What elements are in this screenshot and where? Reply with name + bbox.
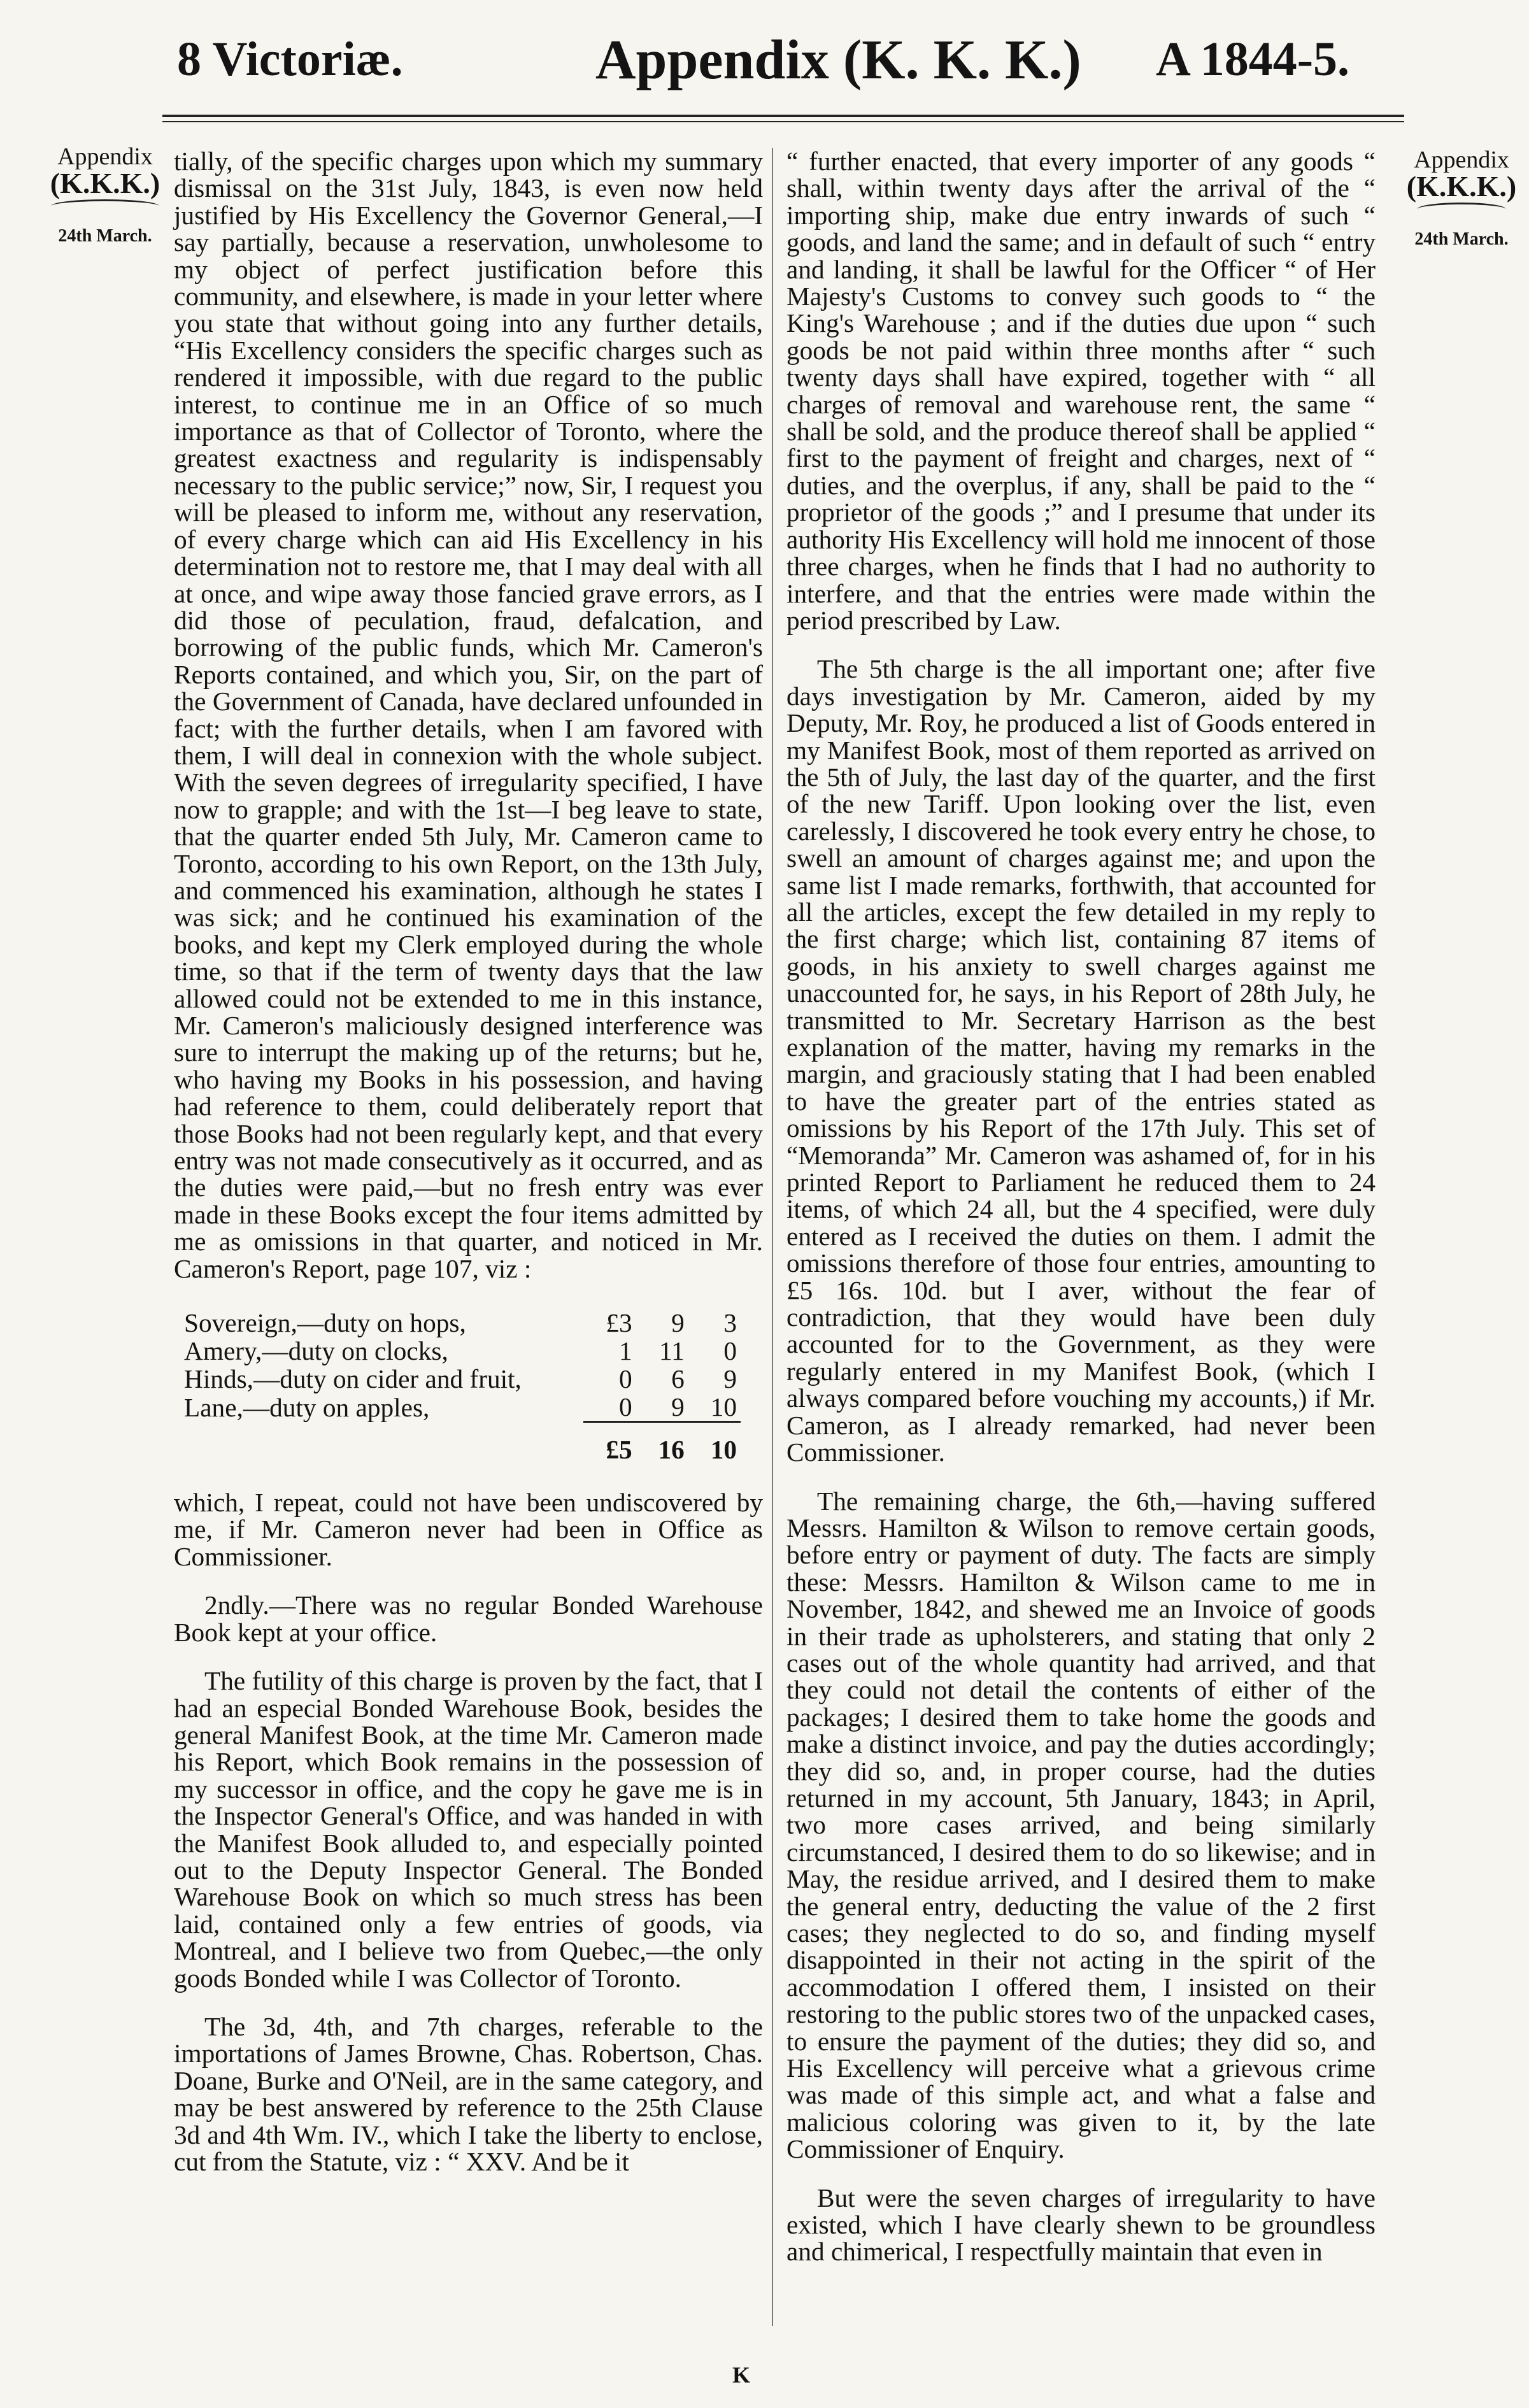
duty-label: Amery,—duty on clocks, — [184, 1336, 448, 1366]
total-shillings: 16 — [636, 1422, 688, 1464]
margin-date: 24th March. — [1414, 229, 1509, 249]
right-margin-note — [1398, 146, 1525, 253]
column-divider — [772, 148, 773, 2326]
brace-icon — [1417, 203, 1506, 216]
header-rule — [162, 115, 1404, 117]
table-row — [180, 1337, 741, 1365]
table-row — [180, 1309, 741, 1337]
paragraph: “ further enacted, that every importer of any goods “ shall, within twenty days after the arrival of the “ importing ship, make due entry inwards of such “ goods, and land the same; and in default of such “ entry and landing, it shall be lawful for the Officer “ of Her Majesty's Customs to convey such goods to “ the King's Warehouse ; and if the duties due upon “ such goods be not paid within three months after “ such twenty days shall have expired, together with “ all charges of removal and warehouse rent, the same “ shall be sold, and the produce thereof shall be applied “ first to the payment of freight and charges, next of “ duties, and the overplus, if any, shall be paid to the “ proprietor of the goods ;” and I presume that under its authority His Excellency will hold me innocent of those three charges, when he finds that I had no authority to interfere, and that the entries were made within the period prescribed by Law. — [786, 146, 1376, 635]
session-label: 8 Victoriæ. — [177, 32, 403, 86]
paragraph: But were the seven charges of irregularity to have existed, which I have clearly shewn to be groundless and chimerical, I respectfully maintain that even in — [786, 2183, 1376, 2267]
margin-appendix-code: (K.K.K.) — [1406, 170, 1517, 203]
brace-icon — [51, 199, 159, 213]
page-header — [0, 19, 1529, 115]
duty-label: Hinds,—duty on cider and fruit, — [184, 1364, 522, 1394]
table-row — [180, 1365, 741, 1393]
pounds-value: 1 — [618, 1336, 632, 1366]
pence-value: 9 — [723, 1364, 737, 1394]
margin-appendix-label: Appendix — [1414, 146, 1509, 173]
table-row — [180, 1393, 741, 1422]
total-spacer — [180, 1422, 583, 1464]
left-column — [174, 148, 763, 2175]
shillings-value: 9 — [671, 1392, 685, 1422]
paragraph: 2ndly.—There was no regular Bonded Warehouse Book kept at your office. — [174, 1590, 763, 1647]
signature-mark: K — [732, 2362, 751, 2388]
pence-value: 3 — [723, 1308, 737, 1338]
total-pence: 10 — [688, 1422, 741, 1464]
shillings-value: 11 — [659, 1336, 685, 1366]
margin-date: 24th March. — [58, 226, 152, 246]
paragraph: The futility of this charge is proven by the fact, that I had an especial Bonded Warehouse Book, besides the general Manifest Book, at the time Mr. Cameron made his Report, which Book remains in the possession of my successor in office, and the copy he gave me is in the Inspector General's Office, and was handed in with the Manifest Book alluded to, and especially pointed out to the Deputy Inspector General. The Bonded Warehouse Book on which so much stress has been laid, contained only a few entries of goods, via Montreal, and I believe two from Quebec,—the only goods Bonded while I was Collector of Toronto. — [174, 1666, 763, 1993]
paragraph: tially, of the specific charges upon which my summary dismissal on the 31st July, 1843, is even now held justified by His Excellency the Governor General,—I say partially, because a reservation, unwholesome to my object of perfect justification before this community, and elsewhere, is made in your letter where you state that without going into any further details, “His Excellency considers the specific charges such as rendered it impossible, with due regard to the public interest, to continue me in an Office of so much importance as that of Collector of Toronto, where the greatest exactness and regularity is indispensably necessary to the public service;” now, Sir, I request you will be pleased to inform me, without any reservation, of every charge which can aid His Excellency in his determination not to restore me, that I may deal with all at once, and wipe away those fancied grave errors, as I did those of peculation, fraud, defalcation, and borrowing of the public funds, which Mr. Cameron's Reports contained, and which you, Sir, on the part of the Government of Canada, have declared unfounded in fact; with the further details, when I am favored with them, I will deal in connexion with the whole subject. With the seven degrees of irregularity specified, I have now to grapple; and with the 1st—I beg leave to state, that the quarter ended 5th July, Mr. Cameron came to Toronto, according to his own Report, on the 13th July, and commenced his examination, although he states I was sick; and he continued his examination of the books, and kept my Clerk employed during the whole time, so that if the term of twenty days that the law allowed could not be extended to me in this instance, Mr. Cameron's maliciously designed interference was sure to interrupt the making up of the returns; but he, who having my Books in his possession, and having had reference to them, could deliberately report that those Books had not been regularly kept, and that every entry was not made consecutively as it occurred, and as the duties were paid,—but no fresh entry was ever made in these Books except the four items admitted by me as omissions in that quarter, and noticed in Mr. Cameron's Report, page 107, viz : — [174, 146, 763, 1283]
right-column — [786, 148, 1376, 2265]
left-margin-note — [32, 143, 178, 250]
pounds-value: 0 — [618, 1392, 632, 1422]
total-pounds: £5 — [583, 1422, 636, 1464]
margin-appendix-code: (K.K.K.) — [50, 167, 160, 199]
shillings-value: 9 — [671, 1308, 685, 1338]
margin-appendix-label: Appendix — [57, 143, 153, 170]
pounds-value: £3 — [606, 1308, 632, 1338]
duty-label: Sovereign,—duty on hops, — [184, 1308, 466, 1338]
header-rule-thin — [162, 121, 1404, 122]
pounds-value: 0 — [618, 1364, 632, 1394]
table-total-row — [180, 1422, 741, 1464]
paragraph: The 3d, 4th, and 7th charges, referable to the importations of James Browne, Chas. Robertson, Chas. Doane, Burke and O'Neil, are in the same category, and may be best answered by reference to the 25th Clause 3d and 4th Wm. IV., which I take the liberty to enclose, cut from the Statute, viz : “ XXV. And be it — [174, 2011, 763, 2176]
pence-value: 10 — [710, 1392, 737, 1422]
shillings-value: 6 — [671, 1364, 685, 1394]
paragraph: The remaining charge, the 6th,—having suffered Messrs. Hamilton & Wilson to remove certain goods, before entry or payment of duty. The facts are simply these: Messrs. Hamilton & Wilson came to me in November, 1842, and shewed me an Invoice of goods in their trade as upholsterers, and stating that only 2 cases out of the whole quantity had arrived, and that they could not detail the contents of either of the packages; I desired them to take home the goods and make a distinct invoice, and pay the duties accordingly; they did so, and, in proper course, had the duties returned in my account, 5th January, 1843; in April, two more cases arrived, and being similarly circumstanced, I desired them to do so likewise; and in May, the residue arrived, and I desired them to make the general entry, deducting the value of the 2 first cases; they neglected to do so, and finding myself disappointed in their not acting in the spirit of the accommodation I offered them, I insisted on their restoring to the public stores two of the unpacked cases, to ensure the payment of the duties; they did so, and His Excellency will perceive what a grievous crime was made of this simple act, and what a false and malicious coloring was given to it, by the late Commissioner of Enquiry. — [786, 1486, 1376, 2164]
paragraph: The 5th charge is the all important one; after five days investigation by Mr. Cameron, aided by my Deputy, Mr. Roy, he produced a list of Goods entered in my Manifest Book, most of them reported as arrived on the 5th of July, the last day of the quarter, and the first of the new Tariff. Upon looking over the list, even carelessly, I discovered he took every entry he chose, to swell an amount of charges against me; and upon the same list I made remarks, forthwith, that accounted for all the articles, except the few detailed in my reply to the first charge; which list, containing 87 items of goods, in his anxiety to swell charges against me unaccounted for, he says, in his Report of 28th July, he transmitted to Mr. Secretary Harrison as the best explanation of the matter, having my remarks in the margin, and graciously stating that I had been enabled to have the greater part of the entries stated as omissions by his Report of the 17th July. This set of “Memoranda” Mr. Cameron was ashamed of, for in his printed Report to Parliament he reduced them to 24 items, of which 24 all, but the 4 specified, were duly entered as I received the duties on them. I admit the omissions therefore of those four entries, amounting to £5 16s. 10d. but I aver, without the fear of contradiction, that they would have been duly accounted for to the Government, as they were regularly entered in my Manifest Book, (which I always compared before vouching my accounts,) if Mr. Cameron, as I already remarked, had never been Commissioner. — [786, 654, 1376, 1467]
duty-label: Lane,—duty on apples, — [184, 1392, 430, 1422]
pence-value: 0 — [723, 1336, 737, 1366]
paragraph: which, I repeat, could not have been undiscovered by me, if Mr. Cameron never had been in Office as Commissioner. — [174, 1488, 763, 1571]
page-title: Appendix (K. K. K.) — [595, 29, 1081, 91]
page-number: A 1844-5. — [1156, 32, 1349, 86]
duty-table — [180, 1309, 741, 1464]
